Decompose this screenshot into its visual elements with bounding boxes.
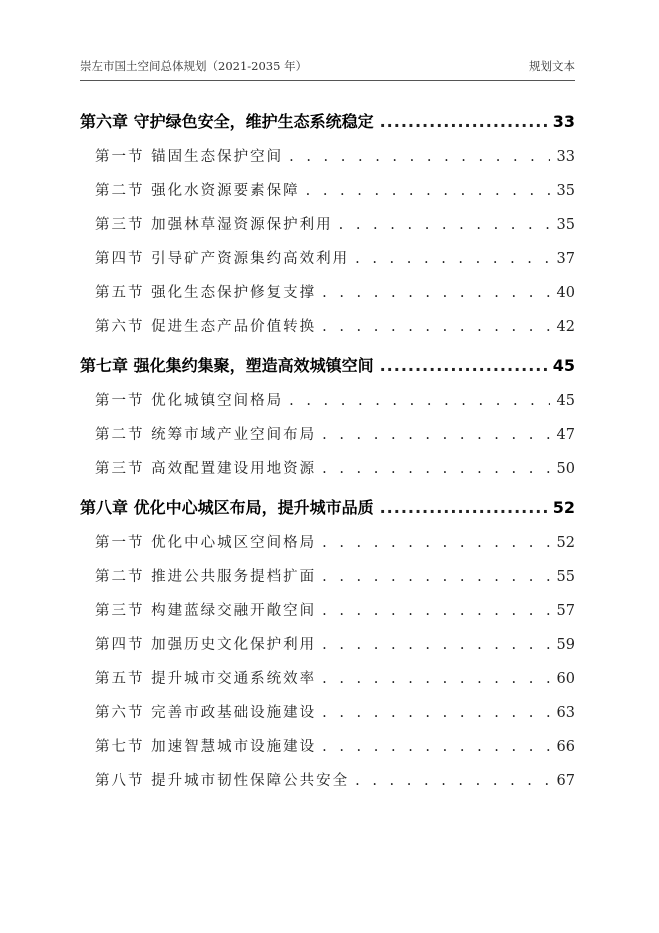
toc-leader-dots xyxy=(322,696,550,730)
toc-section[interactable] xyxy=(80,628,575,662)
toc-section[interactable] xyxy=(80,452,575,486)
toc-entry-label: 第六章 守护绿色安全，维护生态系统稳定 xyxy=(80,112,374,131)
toc-page-number: 33 xyxy=(556,149,575,165)
toc-page-number: 35 xyxy=(556,217,575,233)
toc-section[interactable] xyxy=(80,242,575,276)
toc-entry-label: 第二节 推进公共服务提档扩面 xyxy=(95,569,317,585)
toc-entry-label: 第一节 锚固生态保护空间 xyxy=(95,149,284,165)
toc-section[interactable] xyxy=(80,662,575,696)
toc-leader-dots xyxy=(322,452,550,486)
toc-leader-dots xyxy=(322,418,550,452)
toc-chapter-8[interactable] xyxy=(80,490,575,526)
toc-page-number: 52 xyxy=(556,535,575,551)
toc-entry-label: 第五节 强化生态保护修复支撑 xyxy=(95,285,317,301)
toc-entry-label: 第四节 加强历史文化保护利用 xyxy=(95,637,317,653)
toc-leader-dots xyxy=(322,526,550,560)
toc-entry-label: 第四节 引导矿产资源集约高效利用 xyxy=(95,251,350,267)
toc-leader-dots xyxy=(322,276,550,310)
toc-section[interactable] xyxy=(80,560,575,594)
toc-entry-label: 第三节 高效配置建设用地资源 xyxy=(95,461,317,477)
toc-page-number: 63 xyxy=(556,705,575,721)
toc-entry-label: 第二节 强化水资源要素保障 xyxy=(95,183,300,199)
toc-leader-dots xyxy=(322,628,550,662)
toc-leader-dots xyxy=(322,560,550,594)
toc-leader-dots xyxy=(289,384,550,418)
toc-section[interactable] xyxy=(80,310,575,344)
header-divider xyxy=(80,80,575,81)
toc-section[interactable] xyxy=(80,526,575,560)
toc-section[interactable] xyxy=(80,140,575,174)
toc-page-number: 33 xyxy=(552,112,575,131)
toc-leader-dots xyxy=(355,764,550,798)
toc-page-number: 55 xyxy=(556,569,575,585)
toc-section[interactable] xyxy=(80,174,575,208)
toc-entry-label: 第六节 完善市政基础设施建设 xyxy=(95,705,317,721)
toc-page-number: 40 xyxy=(556,285,575,301)
toc-page-number: 45 xyxy=(552,356,575,375)
toc-section[interactable] xyxy=(80,276,575,310)
toc-entry-label: 第八节 提升城市韧性保障公共安全 xyxy=(95,773,350,789)
toc-leader-dots xyxy=(306,174,550,208)
table-of-contents xyxy=(80,104,575,798)
toc-page-number: 66 xyxy=(556,739,575,755)
toc-leader-dots xyxy=(322,310,550,344)
toc-entry-label: 第七节 加速智慧城市设施建设 xyxy=(95,739,317,755)
toc-page-number: 57 xyxy=(556,603,575,619)
toc-leader-dots xyxy=(380,348,550,384)
page-header xyxy=(80,58,575,74)
toc-page-number: 35 xyxy=(556,183,575,199)
toc-page-number: 60 xyxy=(556,671,575,687)
toc-entry-label: 第八章 优化中心城区布局，提升城市品质 xyxy=(80,498,374,517)
toc-entry-label: 第五节 提升城市交通系统效率 xyxy=(95,671,317,687)
toc-leader-dots xyxy=(322,662,550,696)
toc-page-number: 42 xyxy=(556,319,575,335)
toc-entry-label: 第一节 优化中心城区空间格局 xyxy=(95,535,317,551)
toc-leader-dots xyxy=(380,490,550,526)
toc-page-number: 45 xyxy=(556,393,575,409)
toc-section[interactable] xyxy=(80,208,575,242)
toc-leader-dots xyxy=(380,104,550,140)
toc-section[interactable] xyxy=(80,696,575,730)
toc-entry-label: 第一节 优化城镇空间格局 xyxy=(95,393,284,409)
toc-entry-label: 第三节 加强林草湿资源保护利用 xyxy=(95,217,333,233)
document-title: 崇左市国土空间总体规划（2021-2035 年） xyxy=(80,59,308,73)
toc-entry-label: 第二节 统筹市域产业空间布局 xyxy=(95,427,317,443)
toc-page-number: 47 xyxy=(556,427,575,443)
toc-section[interactable] xyxy=(80,594,575,628)
toc-entry-label: 第七章 强化集约集聚，塑造高效城镇空间 xyxy=(80,356,374,375)
toc-leader-dots xyxy=(289,140,550,174)
toc-leader-dots xyxy=(339,208,550,242)
toc-page-number: 50 xyxy=(556,461,575,477)
toc-page-number: 52 xyxy=(552,498,575,517)
toc-section[interactable] xyxy=(80,730,575,764)
toc-chapter-7[interactable] xyxy=(80,348,575,384)
toc-entry-label: 第六节 促进生态产品价值转换 xyxy=(95,319,317,335)
toc-section[interactable] xyxy=(80,384,575,418)
toc-section[interactable] xyxy=(80,418,575,452)
toc-chapter-6[interactable] xyxy=(80,104,575,140)
toc-page-number: 67 xyxy=(556,773,575,789)
toc-entry-label: 第三节 构建蓝绿交融开敞空间 xyxy=(95,603,317,619)
toc-page-number: 59 xyxy=(556,637,575,653)
toc-leader-dots xyxy=(322,730,550,764)
toc-section[interactable] xyxy=(80,764,575,798)
toc-leader-dots xyxy=(322,594,550,628)
toc-leader-dots xyxy=(355,242,550,276)
document-type: 规划文本 xyxy=(529,59,575,73)
toc-page-number: 37 xyxy=(556,251,575,267)
